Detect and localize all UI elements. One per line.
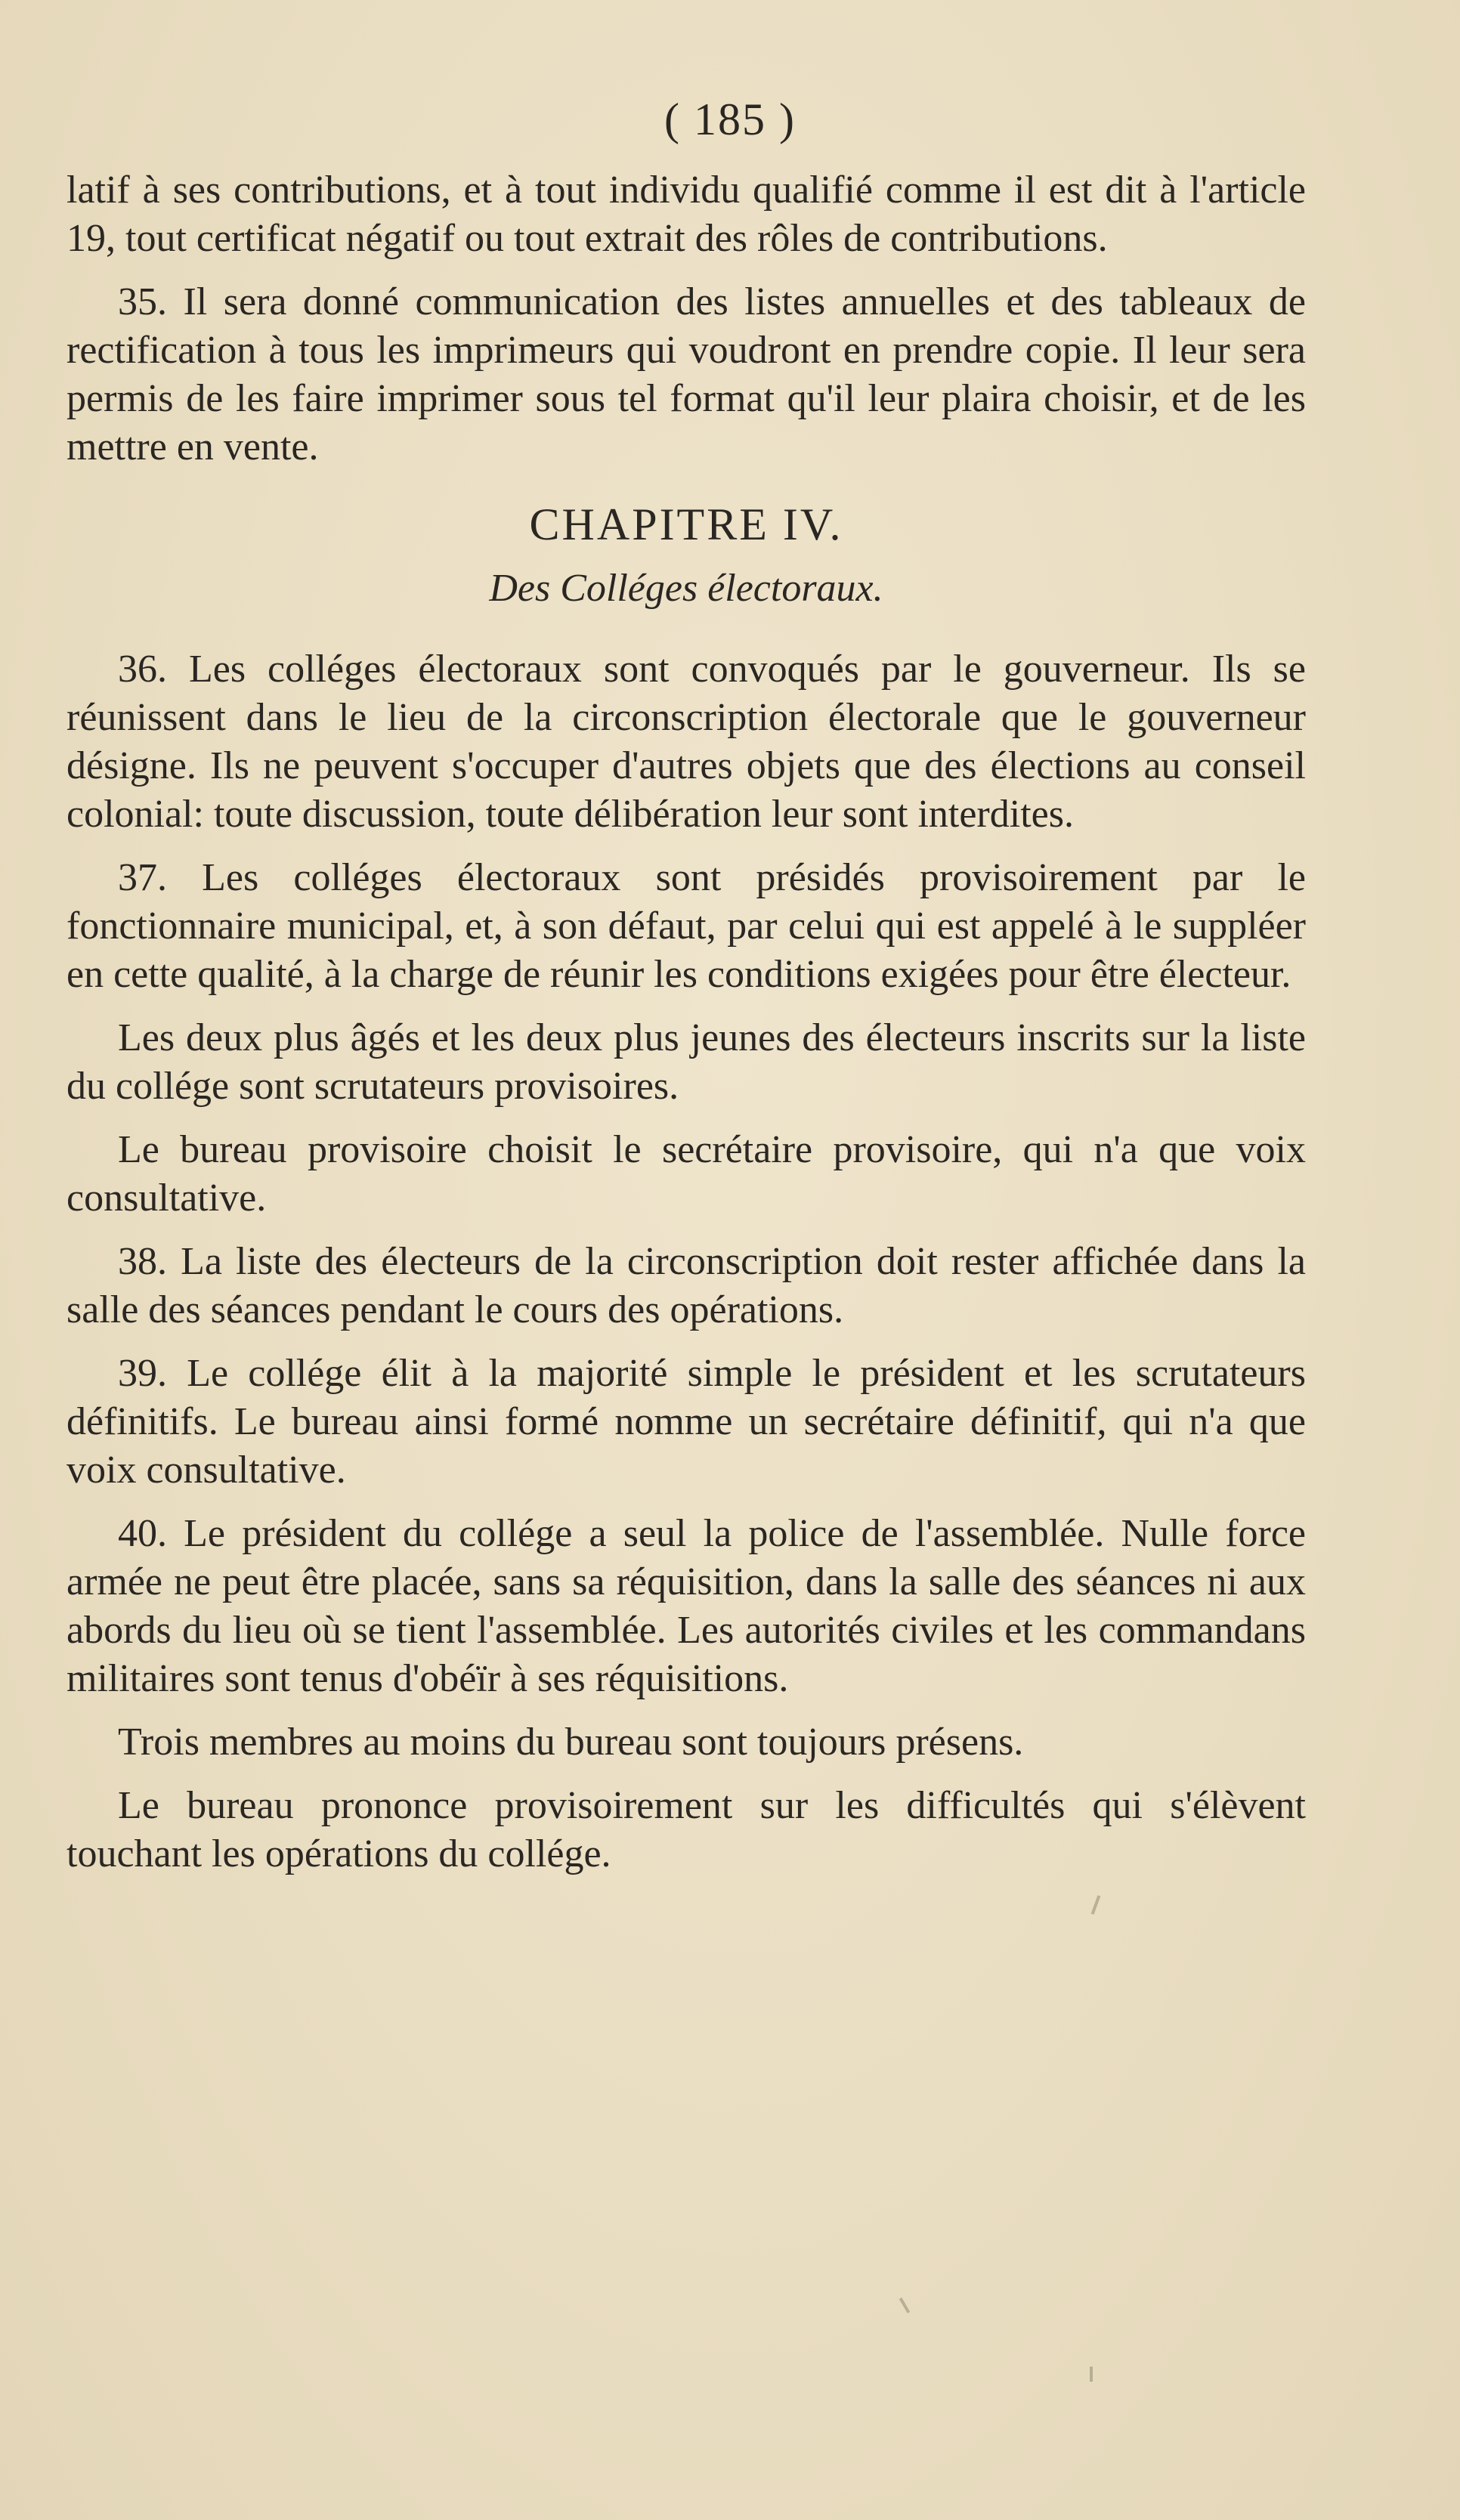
paper-mark	[899, 2297, 910, 2313]
paragraph-scrutateurs: Les deux plus âgés et les deux plus jeunes des électeurs inscrits sur la liste du collége sont scrutateurs provisoires.	[67, 1016, 1306, 1108]
paragraph-article-36: 36. Les colléges électoraux sont convoqués par le gouverneur. Ils se réunissent dans le lieu de la circonscription électorale que le gouverneur désigne. Ils ne peuvent s'occuper d'autres objets que des élections au conseil colonial: toute discussion, toute délibération leur sont interdites.	[67, 648, 1306, 836]
paper-mark	[1090, 2367, 1093, 2382]
chapter-title: CHAPITRE IV.	[529, 499, 843, 549]
paragraph-article-39: 39. Le collége élit à la majorité simple le président et les scrutateurs définitifs. Le bureau ainsi formé nomme un secrétaire définitif, qui n'a que voix consultative.	[67, 1352, 1306, 1492]
paragraph-article-40: 40. Le président du collége a seul la police de l'assemblée. Nulle force armée ne peut être placée, sans sa réquisition, dans la salle des séances ni aux abords du lieu où se tient l'assemblée. Les autorités civiles et les commandans militaires sont tenus d'obéïr à ses réquisitions.	[67, 1512, 1306, 1700]
paragraph-bureau-provisoire: Le bureau provisoire choisit le secrétaire provisoire, qui n'a que voix consultative.	[67, 1128, 1306, 1220]
chapter-subtitle: Des Colléges électoraux.	[489, 567, 883, 610]
paper-mark	[1091, 1895, 1101, 1915]
paragraph-article-38: 38. La liste des électeurs de la circonscription doit rester affichée dans la salle des séances pendant le cours des opérations.	[67, 1240, 1306, 1331]
paragraph-article-35: 35. Il sera donné communication des listes annuelles et des tableaux de rectification à tous les imprimeurs qui voudront en prendre copie. Il leur sera permis de les faire imprimer sous tel format qu'il leur plaira choisir, et de les mettre en vente.	[67, 280, 1306, 468]
paragraph-bureau-prononce: Le bureau prononce provisoirement sur les difficultés qui s'élèvent touchant les opérations du collége.	[67, 1784, 1306, 1875]
paragraph-trois-membres: Trois membres au moins du bureau sont toujours présens.	[118, 1721, 1024, 1764]
paragraph-continuation: latif à ses contributions, et à tout individu qualifié comme il est dit à l'article 19, tout certificat négatif ou tout extrait des rôles de contributions.	[67, 169, 1306, 260]
page-number: ( 185 )	[664, 94, 796, 144]
text-body	[67, 166, 1306, 1878]
paragraph-article-37: 37. Les colléges électoraux sont présidés provisoirement par le fonctionnaire municipal, et, à son défaut, par celui qui est appelé à le suppléer en cette qualité, à la charge de réunir les conditions exigées pour être électeur.	[67, 856, 1306, 996]
